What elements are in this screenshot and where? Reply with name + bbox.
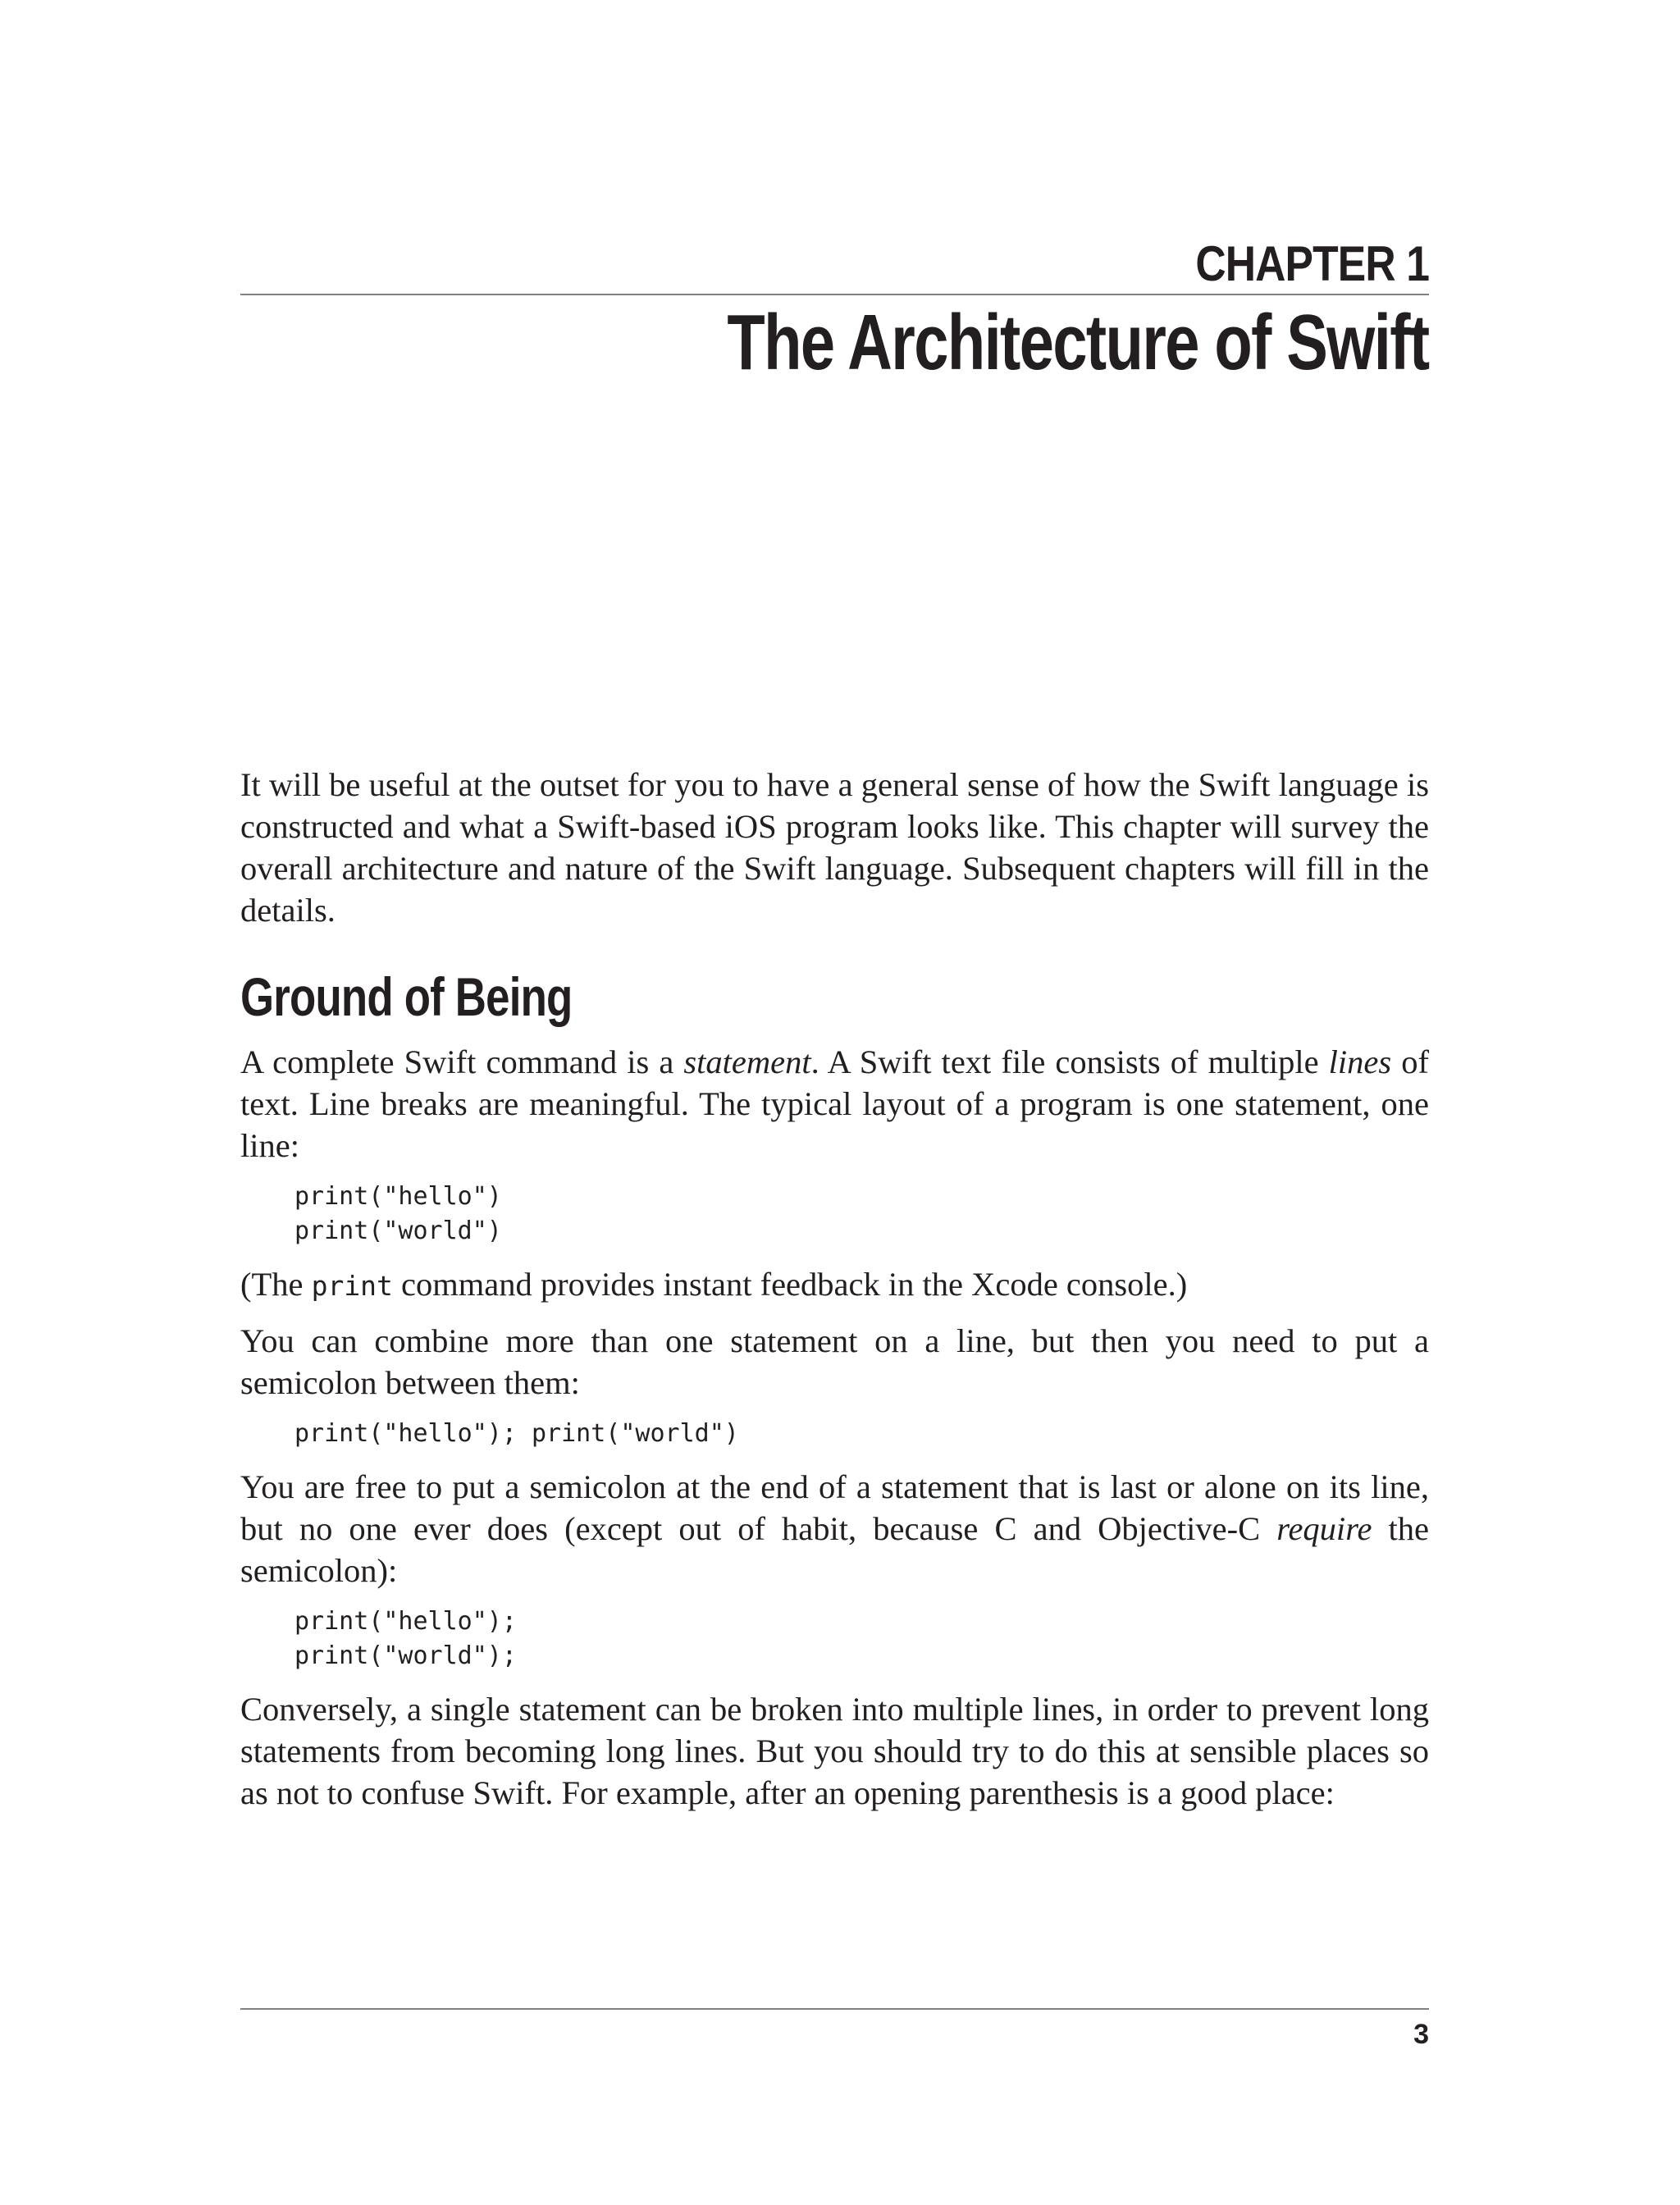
code-block-3: [294, 1605, 1429, 1673]
text-run: of text. Line breaks are meaningful. The typical layout of a program is one statement, one line:: [240, 1043, 1429, 1164]
emphasis-lines: lines: [1328, 1043, 1392, 1080]
code-line: print("hello"); print("world"): [294, 1419, 739, 1448]
paragraph-conversely: Conversely, a single statement can be broken into multiple lines, in order to prevent long statements from becoming long lines. But you should try to do this at sensible places so as not to confuse Swift. For example, after an opening parenthesis is a good place:: [240, 1691, 1429, 1811]
code-block-1: [294, 1180, 1429, 1249]
code-line: print("hello"): [294, 1182, 502, 1211]
chapter-body: [240, 764, 1429, 1827]
text-run: You are free to put a semicolon at the end of a statement that is last or alone on its line, but no one ever does (except out of habit, because C and Objective-C: [240, 1468, 1429, 1547]
paragraph-semicolon: You can combine more than one statement on a line, but then you need to put a semicolon between them:: [240, 1322, 1429, 1401]
text-run: A complete Swift command is a: [240, 1043, 684, 1080]
emphasis-statement: statement: [683, 1043, 811, 1080]
section-heading: Ground of Being: [240, 966, 573, 1027]
chapter-label: CHAPTER 1: [1195, 236, 1429, 291]
page-number: 3: [1413, 2019, 1429, 2050]
chapter-title: The Architecture of Swift: [727, 299, 1429, 386]
inline-code-print: print: [311, 1270, 393, 1302]
code-line: print("world");: [294, 1641, 517, 1670]
code-line: print("world"): [294, 1217, 502, 1245]
code-block-2: [294, 1417, 1429, 1451]
text-run: the semicolon):: [240, 1510, 1430, 1589]
text-run: . A Swift text file consists of multiple: [810, 1043, 1329, 1080]
text-run: command provides instant feedback in the Xcode console.): [392, 1266, 1188, 1303]
intro-paragraph: It will be useful at the outset for you to have a general sense of how the Swift language is constructed and what a Swift-based iOS program looks like. This chapter will survey the overall architecture and nature of the Swift language. Subsequent chapters will fill in the details.: [240, 766, 1429, 929]
code-line: print("hello");: [294, 1607, 517, 1636]
emphasis-require: require: [1276, 1510, 1372, 1547]
paragraph-print: [240, 1263, 1429, 1307]
footer-divider: [240, 2008, 1429, 2010]
paragraph-statement: [240, 1041, 1429, 1166]
text-run: (The: [240, 1266, 312, 1303]
paragraph-free-semicolon: [240, 1466, 1429, 1591]
chapter-divider: [240, 294, 1429, 295]
